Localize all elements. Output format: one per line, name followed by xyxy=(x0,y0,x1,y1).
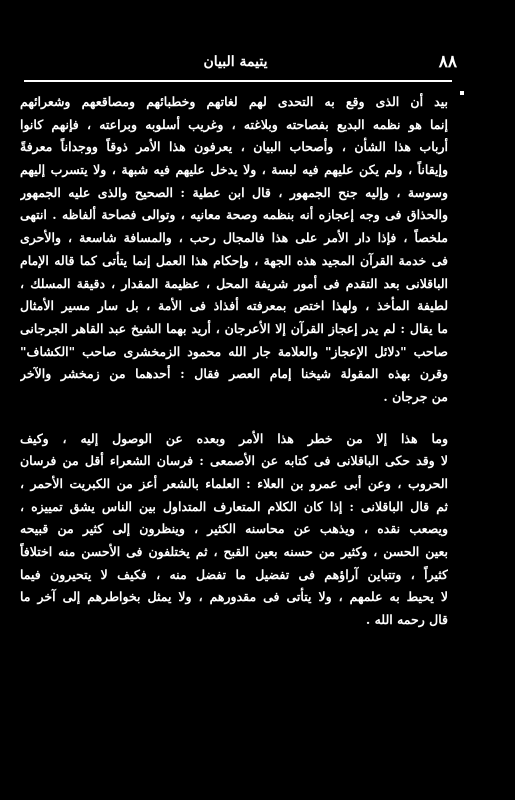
text-line: بعين الحسن ، وكثير من حسنه بعين القبح ، ثم يختلفون فى الأحسن منه اختلافاً xyxy=(20,544,448,560)
text-line: وما هذا إلا من خطر هذا الأمر وبعده عن الوصول إليه ، وكيف xyxy=(20,430,448,446)
text-line: إنما هو نظمه البديع بفصاحته وبلاغته ، وغريب أسلوبه وبراعته ، فإنهم كانوا xyxy=(20,116,448,132)
text-line: والحذاق فى وجه إعجازه أنه بنظمه وصحة معانيه ، وتوالى فصاحة ألفاظه . انتهى xyxy=(20,207,448,223)
text-line: بيد أن الذى وقع به التحدى لهم لغاتهم وخطبائهم ومصاقعهم وشعرائهم xyxy=(20,94,448,109)
running-title: يتيمة البيان xyxy=(203,54,268,70)
body-text xyxy=(20,91,448,632)
text-line: لطيفة المأخذ ، ولهذا اختص بمعرفته أفذاذ فى الأمة ، بل سار مسير الأمثال xyxy=(20,298,448,314)
text-line: كثيراً ، وتتباين آراؤهم فى تفضيل ما تفضل منه ، فكيف لا يتحيرون فيما xyxy=(20,566,448,582)
paragraph xyxy=(20,91,448,409)
text-line: وقرن بهذه المقولة شيخنا إمام العصر فقال : أحدهما من زمخشر والآخر xyxy=(20,366,448,382)
text-line: فى خدمة القرآن المجيد هذه الجهة ، وإحكام هذا العمل إنما يتأتى كما قاله الإمام xyxy=(20,252,448,268)
text-line: لا يحيط به علمهم ، ولا يتأتى فى مقدورهم ، ولا يمثل بخواطرهم إلى آخر ما xyxy=(20,589,448,605)
text-line: ملخصاً ، فإذا دار الأمر على هذا فالمجال رحب ، والمسافة شاسعة ، والأحرى xyxy=(20,230,448,246)
text-line: ما يقال : لم يدر إعجاز القرآن إلا الأعرجان ، أريد بهما الشيخ عبد القاهر الجرجانى xyxy=(20,320,448,336)
text-line: ويصعب نقده ، ويذهب عن محاسنه الكثير ، وينظرون إلى كثير من قبيحه xyxy=(20,521,448,537)
page-header xyxy=(14,52,457,80)
text-line: من جرجان . xyxy=(383,388,448,404)
text-line: قال رحمه الله . xyxy=(365,612,448,628)
text-line: الحروب ، وعن أبى عمرو بن العلاء : العلماء بالشعر أعز من الكبريت الأحمر ، xyxy=(20,476,448,491)
text-line: صاحب "دلائل الإعجاز" والعلامة جار الله محمود الزمخشرى صاحب "الكشاف" xyxy=(20,343,448,359)
text-line: أرباب هذا الشأن ، وأصحاب البيان ، يعرفون هذا الأمر ذوقاً ووجداناً معرفةً xyxy=(20,139,448,155)
text-line: وإيقاناً ، ولم يكن عليهم فيه لبسة ، ولا يدخل عليهم فيه شبهة ، ولا يتسرب إليهم xyxy=(20,162,448,178)
header-rule xyxy=(24,80,452,82)
ornament-dot xyxy=(460,91,464,95)
text-line: الباقلانى بعد التقدم فى أمور شريفة المحل ، عظيمة المقدار ، دقيقة المسلك ، xyxy=(20,275,448,291)
page-number: ٨٨ xyxy=(438,52,457,72)
text-line: لا وقد حكى الباقلانى فى كتابه عن الأصمعى : فرسان الشعراء أقل من فرسان xyxy=(20,453,448,469)
paragraph xyxy=(20,428,448,632)
text-line: وسوسة ، وإليه جنح الجمهور ، قال ابن عطية : الصحيح والذى عليه الجمهور xyxy=(20,184,448,200)
text-line: ثم قال الباقلانى : إذا كان الكلام المتعارف المتداول بين الناس يشق تمييزه ، xyxy=(20,498,448,514)
